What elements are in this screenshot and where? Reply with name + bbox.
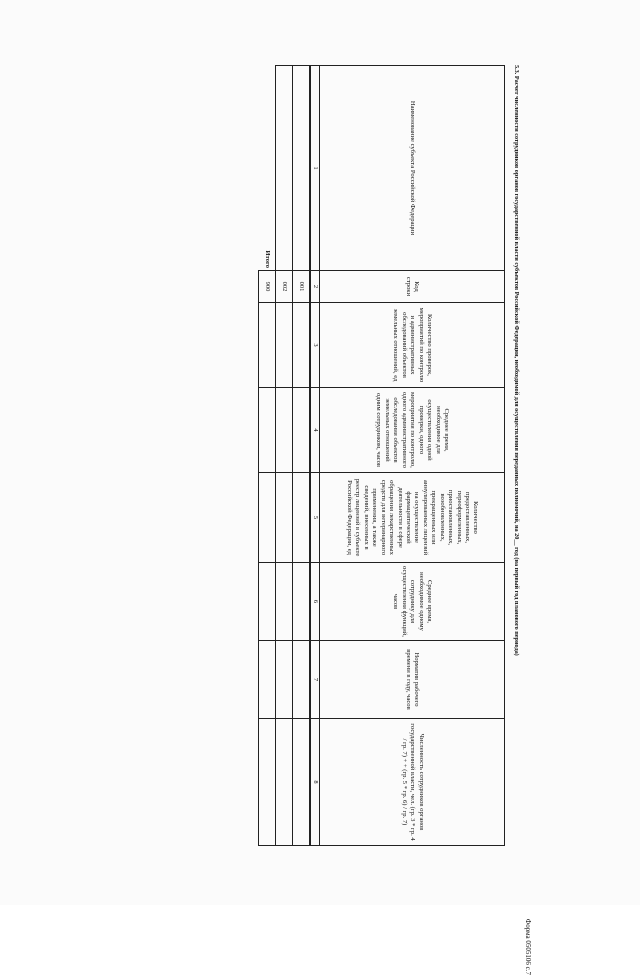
column-number: 3 (310, 303, 320, 388)
column-header: Количество предоставленных, переоформленных, приостановленных, возобновленных, прекращенных или аннулированных лицензий на осуществление фармацевтической деятельности в сфере обращения лекарственных средств для ветеринарного применения, а также сведений, внесенных в реестр лицензий в субъекте Российской Федерации, ед (320, 473, 505, 563)
column-header: Количество проверок, мероприятий по контролю и административных обследований объектов земельных отношений, ед (320, 303, 505, 388)
table-cell (275, 563, 292, 641)
column-number: 2 (310, 271, 320, 303)
table-cell (258, 641, 275, 719)
table-cell (258, 303, 275, 388)
column-numbers-row (310, 66, 320, 846)
table-cell (275, 388, 292, 473)
table-row (292, 66, 310, 846)
table-cell (275, 719, 292, 846)
table-cell (258, 563, 275, 641)
form-code: Форма 0505106 с.7 (524, 918, 532, 975)
column-header: Численность сотрудников органов государственной власти, чел. (гр. 3 * гр. 4 / гр. 7) + + (гр. 5 * гр. 6) / гр. 7) (320, 719, 505, 846)
table-cell (275, 66, 292, 271)
document-title: 5.3. Расчет численности сотрудников органов государственной власти субъектов Российской Федерации, необходимой для осуществления переданных полномочий, на 20__ год (на первый год планового периода) (513, 65, 520, 656)
total-label-cell: Итого (263, 250, 271, 268)
column-header: Среднее время, необходимое одному сотруднику для осуществления функций, часов (320, 563, 505, 641)
column-header: Наименование субъекта Российской Федерации (320, 66, 505, 271)
table-row (275, 66, 292, 846)
column-number: 1 (310, 66, 320, 271)
table-cell (292, 641, 310, 719)
table-cell (292, 388, 310, 473)
column-header: Код строки (320, 271, 505, 303)
column-number: 7 (310, 641, 320, 719)
table-cell (275, 303, 292, 388)
table-cell (292, 719, 310, 846)
table-cell (292, 563, 310, 641)
table-cell (258, 473, 275, 563)
table-cell (292, 66, 310, 271)
column-number: 4 (310, 388, 320, 473)
table-cell (275, 641, 292, 719)
table-cell (292, 303, 310, 388)
column-header: Норматив рабочего времени в году, часов (320, 641, 505, 719)
column-number: 6 (310, 563, 320, 641)
calculation-table (258, 65, 505, 846)
row-code: 001 (292, 271, 310, 303)
row-code: 900 (258, 271, 275, 303)
column-number: 8 (310, 719, 320, 846)
header-row (320, 66, 505, 846)
row-code: 002 (275, 271, 292, 303)
rotated-content (0, 35, 532, 975)
column-header: Среднее время, необходимое для осуществления одной проверки, одного мероприятия по контролю, одного административного обследования объектов земельных отношений одним сотрудником, часов (320, 388, 505, 473)
table-cell (258, 719, 275, 846)
table-cell (258, 388, 275, 473)
table-cell (275, 473, 292, 563)
table-cell (292, 473, 310, 563)
column-number: 5 (310, 473, 320, 563)
total-row (258, 66, 275, 846)
